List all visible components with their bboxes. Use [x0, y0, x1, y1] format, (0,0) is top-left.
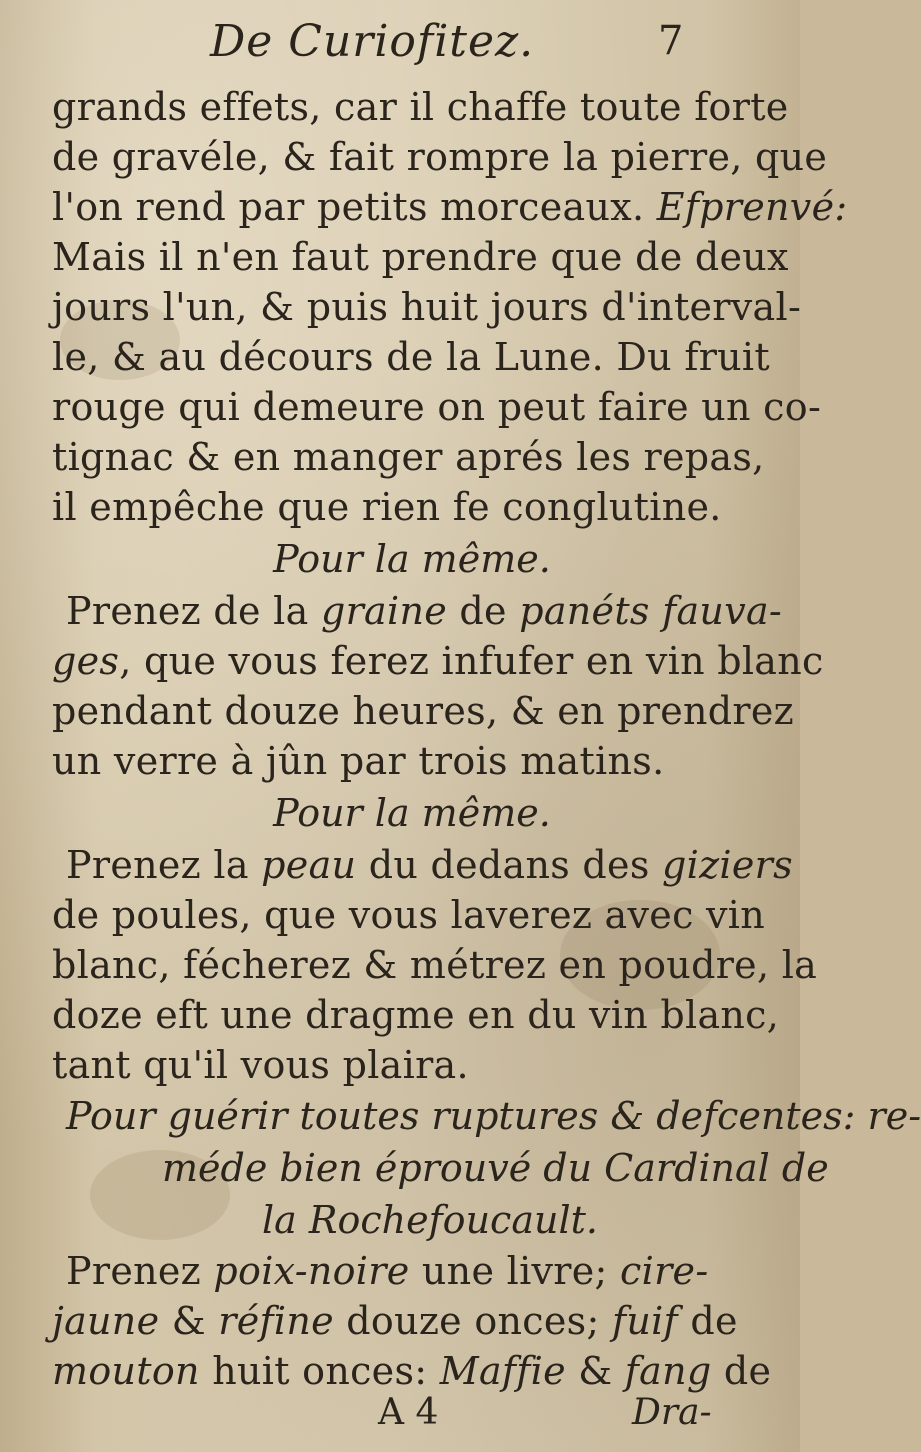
heading-line: la Rochefoucault. [262, 1198, 598, 1242]
text-line [52, 840, 793, 890]
italic-term: cire- [620, 1249, 709, 1293]
text-run: grands effets, car il chaffe toute forte [52, 85, 789, 129]
text-run: tant qu'il vous plaira. [52, 1043, 469, 1087]
text-line [52, 1040, 772, 1090]
text-run: pendant douze heures, & en prendrez [52, 689, 794, 733]
text-line [52, 1296, 772, 1346]
text-run: de [447, 589, 520, 633]
page-number: 7 [658, 18, 684, 64]
paragraph-remedy-continuation [52, 82, 848, 532]
text-run: un verre à jûn par trois matins. [52, 739, 665, 783]
running-title: De Curiofitez. [210, 16, 535, 67]
italic-term: panéts fauva- [519, 589, 783, 633]
heading-line: Pour guérir toutes ruptures & defcentes: re- [66, 1094, 921, 1138]
text-run: tignac & en manger aprés les repas, [52, 435, 765, 479]
text-run: Prenez la [66, 843, 262, 887]
text-line [52, 132, 828, 182]
running-head [0, 10, 800, 80]
italic-term: jaune [52, 1299, 160, 1343]
italic-term: Efprenvé: [656, 185, 848, 229]
text-run: huit onces: [199, 1349, 440, 1393]
text-line [52, 1246, 772, 1296]
text-line [52, 382, 822, 432]
text-line [52, 182, 848, 232]
text-line [52, 332, 772, 382]
section-heading: Pour la même. [273, 537, 551, 581]
text-line [52, 990, 780, 1040]
text-run: il empêche que rien fe conglutine. [52, 485, 722, 529]
text-run: jours l'un, & puis huit jours d'interval- [52, 285, 802, 329]
text-run: Prenez de la [66, 589, 321, 633]
paragraph-remedy-panets [52, 586, 824, 786]
text-line [52, 686, 794, 736]
text-line [52, 586, 783, 636]
text-run: de [677, 1299, 738, 1343]
italic-term: ges [52, 639, 120, 683]
page-body [52, 82, 921, 1396]
signature-mark: A 4 [378, 1392, 439, 1433]
text-line [52, 1346, 772, 1396]
text-run: de [711, 1349, 772, 1393]
catchword: Dra- [632, 1392, 712, 1433]
text-run: l'on rend par petits morceaux. [52, 185, 657, 229]
text-run: doze eft une dragme en du vin blanc, [52, 993, 780, 1037]
paragraph-remedy-giziers [52, 840, 818, 1090]
section-heading-ruptures [52, 1090, 921, 1246]
text-run: de gravéle, & fait rompre la pierre, que [52, 135, 828, 179]
text-run: du dedans des [356, 843, 663, 887]
section-heading: Pour la même. [273, 791, 551, 835]
text-run: douze onces; [333, 1299, 612, 1343]
text-line [52, 940, 818, 990]
page-footer [0, 1392, 800, 1442]
text-run: blanc, fécherez & métrez en poudre, la [52, 943, 818, 987]
italic-term: graine [320, 589, 448, 633]
text-run: le, & au décours de la Lune. Du fruit [52, 335, 770, 379]
text-run: Mais il n'en faut prendre que de deux [52, 235, 789, 279]
paragraph-remedy-ruptures [52, 1246, 772, 1396]
text-run: une livre; [409, 1249, 621, 1293]
text-run: , que vous ferez infufer en vin blanc [119, 639, 824, 683]
text-run: & [565, 1349, 625, 1393]
italic-term: fuif [611, 1299, 678, 1343]
italic-term: poix-noire [213, 1249, 410, 1293]
text-line [52, 482, 772, 532]
text-run: de poules, que vous laverez avec vin [52, 893, 766, 937]
italic-term: réfine [218, 1299, 334, 1343]
text-line [52, 636, 824, 686]
italic-term: mouton [52, 1349, 200, 1393]
text-run: & [159, 1299, 219, 1343]
heading-line: méde bien éprouvé du Cardinal de [162, 1146, 829, 1190]
text-line [52, 736, 772, 786]
text-line [52, 232, 789, 282]
italic-term: giziers [662, 843, 793, 887]
italic-term: peau [261, 843, 357, 887]
text-run: Prenez [66, 1249, 214, 1293]
text-line [52, 82, 789, 132]
text-line [52, 890, 772, 940]
text-line [52, 432, 772, 482]
italic-term: fang [624, 1349, 712, 1393]
text-run: rouge qui demeure on peut faire un co- [52, 385, 822, 429]
italic-term: Maffie [439, 1349, 566, 1393]
text-line [52, 282, 802, 332]
